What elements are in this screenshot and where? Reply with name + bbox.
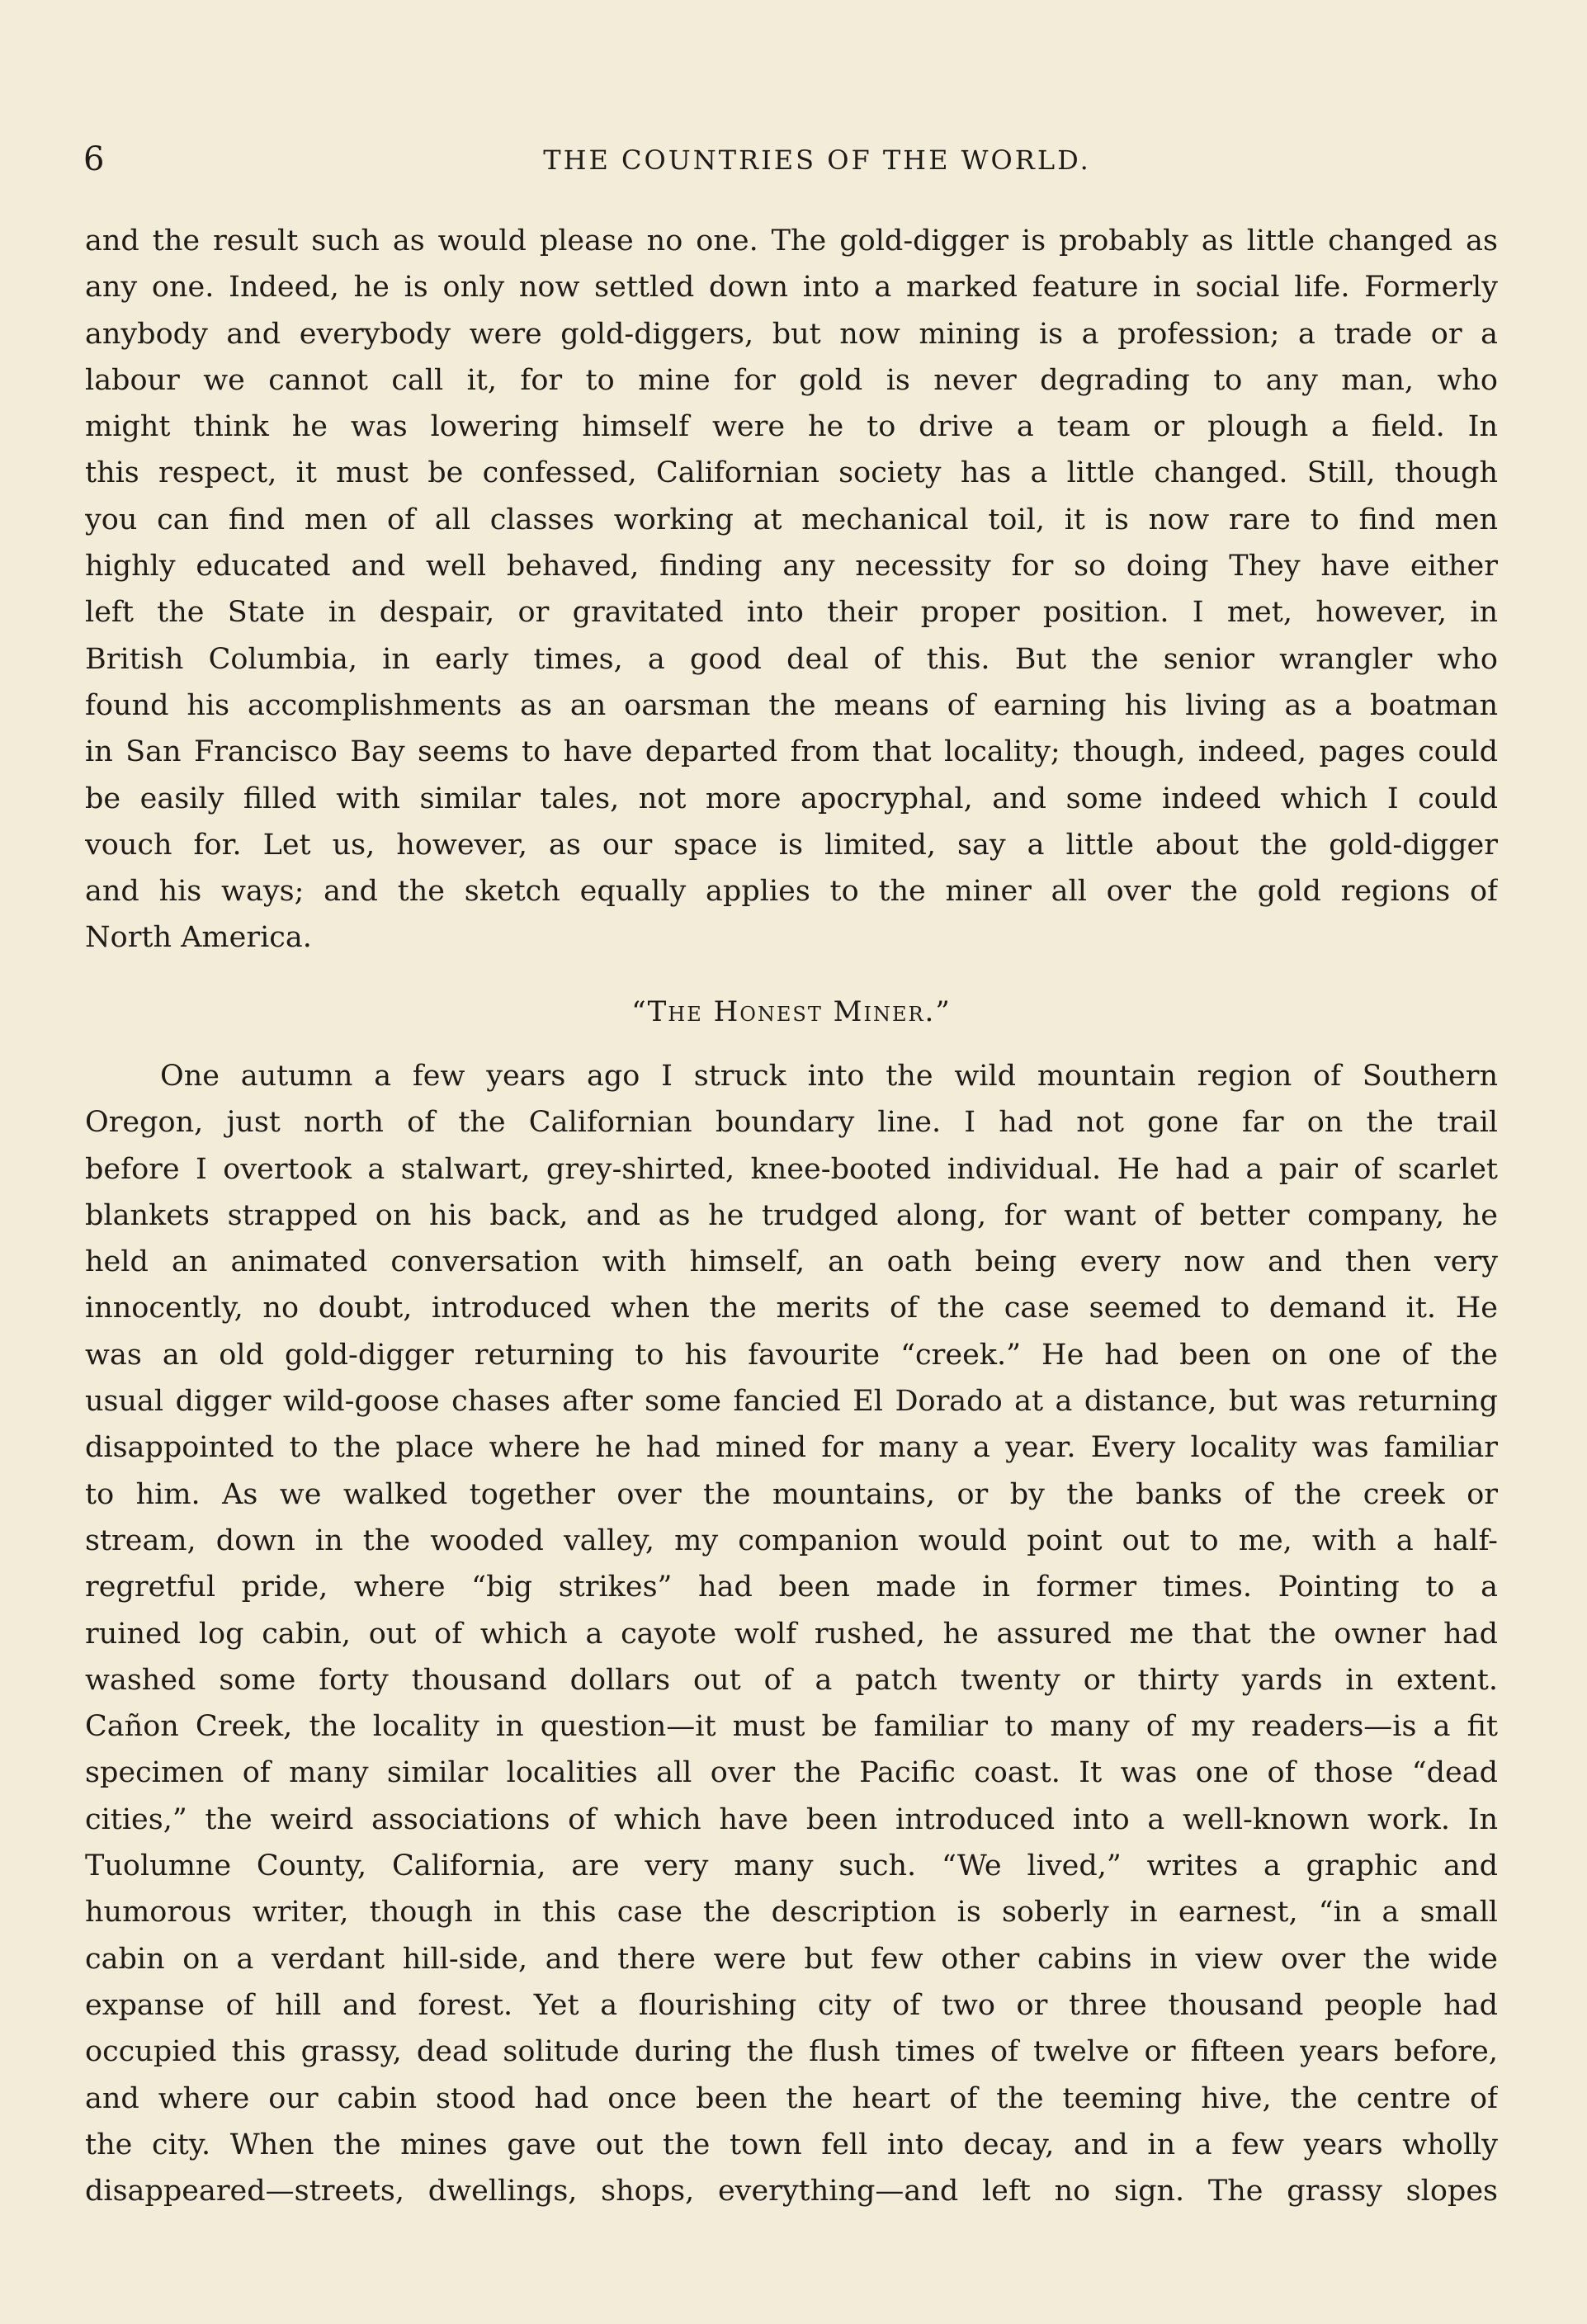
text-line: cities,” the weird associations of which have been introduced into a well-known work. In xyxy=(85,1802,1498,1836)
text-line: cabin on a verdant hill-side, and there were but few other cabins in view over the wide xyxy=(85,1942,1498,1976)
text-line: regretful pride, where “big strikes” had been made in former times. Pointing to a xyxy=(85,1571,1498,1604)
text-line: and the result such as would please no one. The gold-digger is probably as little changed as xyxy=(85,224,1498,257)
text-line: vouch for. Let us, however, as our space is limited, say a little about the gold-digger xyxy=(85,828,1498,862)
paragraph-gold-digger xyxy=(85,218,1498,961)
text-line: usual digger wild-goose chases after some fancied El Dorado at a distance, but was returning xyxy=(85,1385,1498,1419)
text-line: and where our cabin stood had once been the heart of the teeming hive, the centre of xyxy=(85,2081,1498,2115)
text-line: in San Francisco Bay seems to have departed from that locality; though, indeed, pages could xyxy=(85,735,1498,769)
text-line: left the State in despair, or gravitated into their proper position. I met, however, in xyxy=(85,596,1498,630)
paragraph-honest-miner xyxy=(85,1053,1498,2214)
text-line: stream, down in the wooded valley, my companion would point out to me, with a half- xyxy=(85,1523,1498,1557)
text-line: Cañon Creek, the locality in question—it must be familiar to many of my readers—is a fit xyxy=(85,1710,1498,1744)
text-line: to him. As we walked together over the mountains, or by the banks of the creek or xyxy=(85,1477,1498,1511)
text-line: this respect, it must be confessed, Californian society has a little changed. Still, though xyxy=(85,456,1498,490)
text-line: found his accomplishments as an oarsman the means of earning his living as a boatman xyxy=(85,688,1498,722)
text-line: British Columbia, in early times, a good deal of this. But the senior wrangler who xyxy=(85,642,1498,676)
text-line: the city. When the mines gave out the town fell into decay, and in a few years wholly xyxy=(85,2128,1498,2161)
text-line: expanse of hill and forest. Yet a flourishing city of two or three thousand people had xyxy=(85,1988,1498,2022)
text-line: you can find men of all classes working at mechanical toil, it is now rare to find men xyxy=(85,503,1498,536)
text-line: blankets strapped on his back, and as he trudged along, for want of better company, he xyxy=(85,1198,1498,1232)
text-line: occupied this grassy, dead solitude during the flush times of twelve or fifteen years before, xyxy=(85,2035,1498,2069)
text-line: anybody and everybody were gold-diggers, but now mining is a profession; a trade or a xyxy=(85,317,1498,351)
text-line: be easily filled with similar tales, not more apocryphal, and some indeed which I could xyxy=(85,782,1498,815)
text-line: was an old gold-digger returning to his favourite “creek.” He had been on one of the xyxy=(85,1338,1498,1372)
text-line: might think he was lowering himself were he to drive a team or plough a field. In xyxy=(85,410,1498,444)
text-line: Oregon, just north of the Californian boundary line. I had not gone far on the trail xyxy=(85,1106,1498,1140)
page-number: 6 xyxy=(83,140,106,178)
text-line: disappeared—streets, dwellings, shops, everything—and left no sign. The grassy slopes xyxy=(85,2175,1498,2208)
text-line: held an animated conversation with himself, an oath being every now and then very xyxy=(85,1245,1498,1279)
text-line: humorous writer, though in this case the description is soberly in earnest, “in a small xyxy=(85,1896,1498,1930)
text-line: One autumn a few years ago I struck into the wild mountain region of Southern xyxy=(160,1060,1498,1093)
text-line: disappointed to the place where he had mined for many a year. Every locality was familiar xyxy=(85,1431,1498,1465)
text-line: specimen of many similar localities all over the Pacific coast. It was one of those “dead xyxy=(85,1756,1498,1790)
text-line: North America. xyxy=(85,921,312,955)
text-line: any one. Indeed, he is only now settled down into a marked feature in social life. Formerly xyxy=(85,271,1498,305)
text-line: ruined log cabin, out of which a cayote wolf rushed, he assured me that the owner had xyxy=(85,1617,1498,1651)
text-line: labour we cannot call it, for to mine for gold is never degrading to any man, who xyxy=(85,363,1498,397)
text-line: Tuolumne County, California, are very many such. “We lived,” writes a graphic and xyxy=(85,1849,1498,1883)
running-title: THE COUNTRIES OF THE WORLD. xyxy=(543,144,1091,176)
text-line: and his ways; and the sketch equally applies to the miner all over the gold regions of xyxy=(85,875,1498,909)
text-line: washed some forty thousand dollars out of a patch twenty or thirty yards in extent. xyxy=(85,1663,1498,1697)
text-line: before I overtook a stalwart, grey-shirted, knee-booted individual. He had a pair of scarlet xyxy=(85,1152,1498,1186)
section-heading: “The Honest Miner.” xyxy=(631,995,952,1028)
text-line: highly educated and well behaved, finding any necessity for so doing They have either xyxy=(85,550,1498,583)
text-line: innocently, no doubt, introduced when the merits of the case seemed to demand it. He xyxy=(85,1292,1498,1325)
